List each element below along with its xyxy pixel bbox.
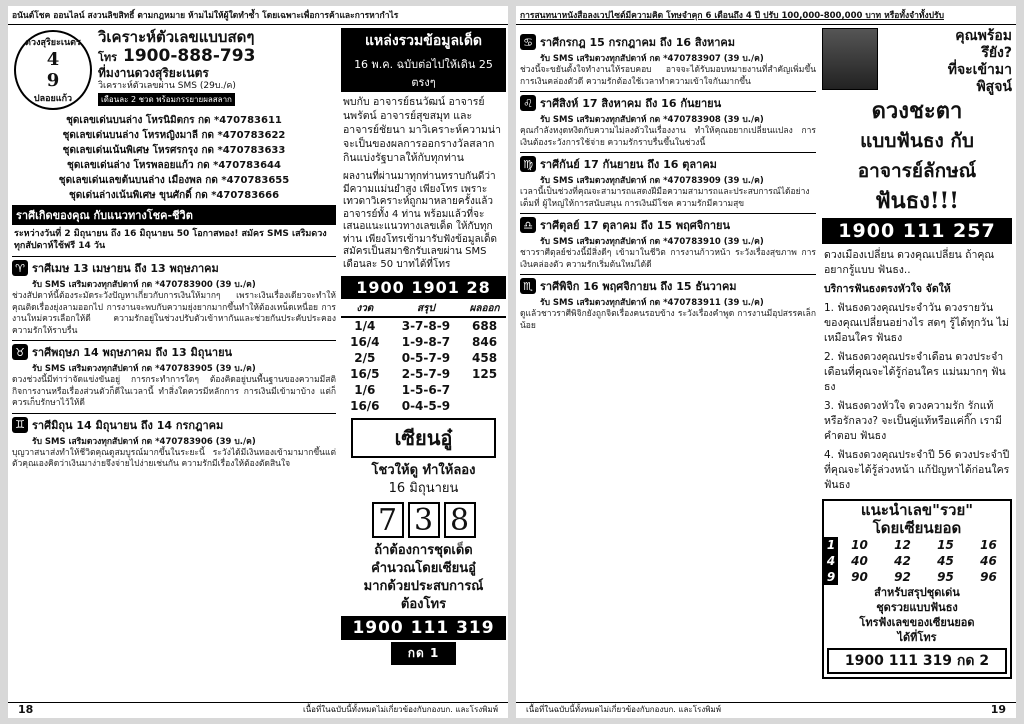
cell: 1-9-8-7 [401, 335, 451, 349]
left-main-column [12, 28, 336, 698]
aries-icon: ♈ [12, 260, 28, 276]
wealth-head: แนะนำเลข"รวย" [860, 501, 974, 519]
zodiac-scorpio [520, 274, 816, 332]
zodiac-title: ราศีสิงห์ 17 สิงหาคม ถึง 16 กันยายน [540, 97, 722, 110]
set-item: ชุดเด่นล่างเน้นพิเศษ ขุนศักดิ์ กด *470783666 [68, 190, 280, 201]
press-label: กด 1 [391, 642, 456, 665]
zodiac-title: ราศีมิถุน 14 มิถุนายน ถึง 14 กรกฎาคม [32, 418, 224, 432]
table-row [341, 317, 506, 334]
service-item: 4. ฟันธงดวงคุณประจำปี 56 ดวงประจำปีที่คุณจะได้รู้ล่วงหน้า แก้ปัญหาได้ก่อนใคร ฟันธง [824, 449, 1010, 491]
left-footer [8, 702, 508, 716]
wealth-line: ชุดรวยแบบฟันธง [876, 601, 958, 614]
ad-line2: ที่มงานดวงสุริยะเนตร [98, 66, 209, 80]
table-row [341, 334, 506, 350]
zodiac-sms: รับ SMS เสริมดวงทุกสัปดาห์ กด *470783906 (39 บ./ค) [32, 436, 256, 447]
right-footer [516, 702, 1016, 716]
cell: 42 [894, 554, 911, 568]
astrologer-photo [822, 28, 878, 90]
footer-text: เนื้อที่ในฉบับนี้ทั้งหมดไม่เกี่ยวข้องกับกองบก. และโรงพิมพ์ [302, 705, 498, 714]
service-item: 3. ฟันธงดวงหัวใจ ดวงความรัก รักแท้หรือรักลวง? จะเป็นคู่แท้หรือแค่กิ๊ก เรามีคำตอบ ฟันธง [824, 400, 1002, 442]
cta-line: คำนวณโดยเซียนอู๋ [371, 561, 476, 576]
ad-phone-line [98, 47, 336, 67]
cell: 10 [851, 538, 868, 552]
table-row [824, 537, 1010, 553]
col-header: งวด [341, 301, 389, 317]
zodiac-sms: รับ SMS เสริมดวงทุกสัปดาห์ กด *470783900 (39 บ./ค) [32, 280, 256, 290]
ad-phone: 1900-888-793 [123, 46, 256, 66]
zodiac-virgo [520, 152, 816, 210]
zodiac-sms: รับ SMS เสริมดวงทุกสัปดาห์ กด *470783910 (39 บ./ค) [540, 237, 764, 247]
zodiac-body: ช่วงนี้จะขยันตั้งใจทำงานให้รอบคอบ อาจจะได้รับมอบหมายงานที่สำคัญเพิ่มขึ้น การเงินคล่องตัวดี ความรักต้องใช้เวลาทำความเข้าใจกันมากขึ้น [520, 65, 816, 87]
col-header: ผลออก [463, 301, 506, 317]
service-item: 2. ฟันธงดวงคุณประจำเดือน ดวงประจำเดือนที่คุณจะได้รู้ก่อนใคร แม่นมากๆ ฟันธง [824, 351, 1006, 393]
set-item: ชุดเลขเด่นเน้นพิเศษ โหรศรกรุง กด *470783633 [62, 145, 286, 156]
libra-icon: ♎ [520, 217, 536, 233]
digit: 3 [408, 502, 440, 538]
cell: 4 [824, 553, 838, 569]
right-header [516, 6, 1016, 25]
logo-seal [14, 30, 92, 110]
question-line: พิสูจน์ [976, 79, 1012, 95]
cell: 0-5-7-9 [401, 351, 451, 365]
cell: 125 [472, 367, 498, 381]
cell: 16/4 [350, 335, 380, 349]
side-text2: ผลงานที่ผ่านมาทุกท่านทราบกันดีว่า มีความแม่นยำสูง เพียงโทร เพราะเทวดาวิเคราะห์ถูกมาหลายครั้งแล้ว อาจารย์ทั้ง 4 ท่าน พร้อมแล้วที่จะเสนอแนะแนวทางเลขเด็ด ให้กับทุกท่าน เพียงโทรเข้ามารับฟังข้อมูลเด็ด สมัครเป็นสมาชิกรับเลขผ่าน SMS เดือนละ 50 บาทได้ที่โทร [343, 171, 498, 270]
zodiac-title: ราศีพิจิก 16 พฤศจิกายน ถึง 15 ธันวาคม [540, 280, 737, 293]
zodiac-body: เวลานี้เป็นช่วงที่คุณจะสามารถแสดงฝีมือความสามารถและประสบการณ์ได้อย่างเต็มที่ ผู้ใหญ่ให้การสนับสนุน การเงินมีโชค ความรักมีความสุข [520, 187, 810, 209]
cell: 95 [937, 570, 954, 584]
ad-badge: เดือนละ 2 ชวด พร้อมกรรยายผลสลาก [98, 93, 235, 106]
zodiac-sms: รับ SMS เสริมดวงทุกสัปดาห์ กด *470783905 (39 บ./ค) [32, 364, 256, 374]
side-phone: 1900 1901 28 [341, 276, 506, 299]
zodiac-leo [520, 91, 816, 149]
cell: 90 [851, 570, 868, 584]
table-row [341, 350, 506, 366]
page-number: 18 [18, 703, 34, 716]
sian-box: เซียนอู๋ [351, 418, 496, 458]
cell: 458 [472, 351, 498, 365]
ad-headline: ดวงชะตา [871, 98, 963, 124]
logo-bottom-text: ปลอยแก้ว [33, 94, 73, 104]
set-item: ชุดเลขเด่นล่าง โหรพลอยแก้ว กด *470783644 [67, 160, 281, 171]
lottery-table [341, 301, 506, 414]
cell: 16/6 [350, 399, 380, 413]
cta-line: ถ้าต้องการชุดเด็ด [374, 543, 473, 558]
ad-lead2: บริการฟันธงตรงหัวใจ จัดให้ [824, 283, 951, 295]
ad-title: วิเคราะห์ตัวเลขแบบสดๆ [98, 28, 255, 46]
zodiac-title: ราศีตุลย์ 17 ตุลาคม ถึง 15 พฤศจิกายน [540, 219, 731, 232]
col-header: สรุป [389, 301, 464, 317]
cell: 2-5-7-9 [401, 367, 451, 381]
wealth-numbers [824, 537, 1010, 585]
cell: 15 [937, 538, 954, 552]
cell [463, 382, 506, 398]
cell: 12 [894, 538, 911, 552]
tagline: โชวให้ดู ทำให้ลอง [371, 463, 476, 478]
cell: 46 [980, 554, 997, 568]
zodiac-body: ช่วงสัปดาห์นี้ต้องระมัดระวังปัญหาเกี่ยวกับการเงินให้มากๆ เพราะเงินเรื่องเดียวจะทำให้คุณติดเรื่องยุ่งลามออกไป การงานจะพบกับความยุ่งยากมากขึ้นทำให้ต้องเหน็ดเหนื่อย การงานใหม่ควรเลือกให้ดี ความรักอยู่ในช่วงปรับตัวเข้าหากันและช่วยกันประคับประคองความรักให้ราบรื่น [12, 291, 336, 336]
cell: 1/6 [354, 383, 376, 397]
cell: 16 [980, 538, 997, 552]
header-text: การสนทนาหนังสือลงเวปไซต์มีความคิด โทษจำคุก 6 เดือนถึง 4 ปี ปรับ 100,000-800,000 บาท หรือทั้งจำทั้งปรับ [520, 11, 944, 21]
cell [463, 398, 506, 414]
table-row [341, 398, 506, 414]
cell: 2/5 [354, 351, 376, 365]
digit: 8 [444, 502, 476, 538]
zodiac-title: ราศีพฤษภ 14 พฤษภาคม ถึง 13 มิถุนายน [32, 346, 233, 359]
right-side-ad [822, 28, 1012, 698]
page-number: 19 [990, 703, 1006, 716]
taurus-icon: ♉ [12, 344, 28, 360]
predicted-digits [341, 502, 506, 538]
logo-top-text: ดวงสุริยะเนตร [25, 38, 81, 48]
cancer-icon: ♋ [520, 34, 536, 50]
ad-headline: แบบฟันธง กับ [860, 130, 974, 152]
phone-prefix: โทร [98, 51, 118, 64]
scorpio-icon: ♏ [520, 278, 536, 294]
zodiac-title: ราศีกรกฎ 15 กรกฎาคม ถึง 16 สิงหาคม [540, 36, 735, 49]
cell: 1 [824, 537, 838, 553]
zodiac-taurus [12, 340, 336, 410]
side-sub: 16 พ.ค. ฉบับต่อไปให้เดิน 25 ตรงๆ [341, 54, 506, 92]
wealth-head2: โดยเซียนยอด [872, 519, 962, 537]
wealth-line: ได้ที่โทร [897, 631, 937, 644]
zodiac-aries [12, 256, 336, 337]
cell: 45 [937, 554, 954, 568]
zodiac-cancer [520, 31, 816, 88]
side-phone2: 1900 111 319 [341, 616, 506, 640]
zodiac-body: คุณกำลังหงุดหงิดกับความไม่ลงตัวในเรื่องงาน ทำให้คุณอยากเปลี่ยนแปลง การเงินต้องระวังการใช้จ่าย ความรักราบรื่นขึ้นในช่วงนี้ [520, 126, 816, 148]
zodiac-body: บุญวาสนาส่งทำให้ชีวิตคุณดูสมบูรณ์มากขึ้นในระยะนี้ ระวังได้มีเงินทองเข้ามามากขึ้นแต่ตัวคุณเองคิดว่าเงินมาง่ายจึงจ่ายไปง่ายเช่นกัน ความรักมีเรื่องให้ต้องตัดสินใจ [12, 447, 336, 469]
logo-number-9: 9 [46, 70, 60, 91]
cell: 16/5 [350, 367, 380, 381]
leo-icon: ♌ [520, 95, 536, 111]
zodiac-libra [520, 213, 816, 271]
set-item: ชุดเลขเด่นเลขต้นบนล่าง เมืองพล กด *470783655 [58, 175, 290, 186]
set-item: ชุดเลขเด่นบนล่าง โหรนิมิตกร กด *470783611 [66, 115, 282, 126]
zodiac-body: ดวงช่วงนี้มีท่าว่าจัดแข่งขันอยู่ การกระทำการใดๆ ต้องคิดอยู่บนพื้นฐานของความมีสติ กิจการงานหรือเรื่องส่วนตัวก็ดีในเวลานี้ ทำสิ่งใดควรมีหลักการ การเงินมีเข้ามาบ้าง แต่ก็ควรเก็บรักษาไว้ให้ดี [12, 375, 336, 408]
left-side-ad [341, 28, 506, 698]
cta-line: ต้องโทร [400, 597, 447, 612]
side-text: พบกับ อาจารย์ธนวัฒน์ อาจารย์นพรัตน์ อาจารย์สุขสมุท และ อาจารย์ชัยนา มาวิเคราะห์ความน่าจะเป็นของผลการออกรางวัลสลากกินแบ่งรัฐบาลให้กับทุกท่าน [343, 96, 501, 164]
cell: 96 [980, 570, 997, 584]
table-row [341, 366, 506, 382]
question-line: ที่จะเข้ามา [947, 62, 1012, 78]
zodiac-sms: รับ SMS เสริมดวงทุกสัปดาห์ กด *470783908 (39 บ./ค) [540, 115, 764, 125]
set-item: ชุดเลขเด่นบนล่าง โหรหญิงมาลี กด *470783622 [62, 130, 286, 141]
table-row [341, 382, 506, 398]
table-row [824, 569, 1010, 585]
question-line: คุณพร้อม [955, 28, 1012, 44]
table-row [824, 553, 1010, 569]
virgo-icon: ♍ [520, 156, 536, 172]
section-intro: ระหว่างวันที่ 2 มิถุนายน ถึง 16 มิถุนายน 50 โอกาสทอง! สมัคร SMS เสริมดวงทุกสัปดาห์ใช้ฟรี 14 วัน [14, 229, 327, 251]
right-phone: 1900 111 257 [822, 218, 1012, 244]
cell: 688 [472, 319, 498, 333]
predict-date: 16 มิถุนายน [388, 481, 459, 496]
cell: 1/4 [354, 319, 376, 333]
cell: 40 [851, 554, 868, 568]
cell: 3-7-8-9 [401, 319, 451, 333]
number-sets [12, 113, 336, 203]
wealth-line: โทรฟังเลขของเซียนยอด [859, 616, 975, 629]
zodiac-sms: รับ SMS เสริมดวงทุกสัปดาห์ กด *470783911 (39 บ./ค) [540, 298, 764, 308]
zodiac-sms: รับ SMS เสริมดวงทุกสัปดาห์ กด *470783907 (39 บ./ค) [540, 54, 764, 64]
right-main-column [520, 28, 816, 698]
cell: 1-5-6-7 [401, 383, 451, 397]
wealth-line: สำหรับสรุปชุดเด่น [874, 586, 960, 599]
cell: 92 [894, 570, 911, 584]
cell: 846 [472, 335, 498, 349]
zodiac-body: ดูแล้วชาวราศีพิจิกยังถูกจิตเรื่องคนรอบข้าง ระวังเรื่องคำพูด การงานมีอุปสรรคเล็กน้อย [520, 309, 816, 331]
cell: 0-4-5-9 [401, 399, 451, 413]
footer-text: เนื้อที่ในฉบับนี้ทั้งหมดไม่เกี่ยวข้องกับกองบก. และโรงพิมพ์ [526, 705, 722, 714]
ad-line3: วิเคราะห์ตัวเลขผ่าน SMS (29บ./ค) [98, 81, 236, 91]
left-page [8, 6, 508, 718]
left-header: อนันต์โชค ออนไลน์ สงวนลิขสิทธิ์ ตามกฎหมาย ห้ามไม่ให้ผู้ใดทำซ้ำ โดยเฉพาะเพื่อการค้าและการหากำไร [8, 6, 508, 25]
side-head: แหล่งรวมข้อมูลเด็ด [341, 28, 506, 54]
cell: 9 [824, 569, 838, 585]
service-item: 1. ฟันธงดวงคุณประจำวัน ดวงรายวันของคุณเปลี่ยนอย่างไร สดๆ รู้ได้ทุกวัน ไม่เหมือนใคร ฟันธง [824, 302, 1009, 344]
zodiac-gemini [12, 413, 336, 471]
ad-lead: ดวงเมืองเปลี่ยน ดวงคุณเปลี่ยน ถ้าคุณอยากรู้แบบ ฟันธง.. [824, 249, 995, 276]
question-line: รึยัง? [981, 45, 1012, 61]
section-bar: ราศีเกิดของคุณ กับแนวทางโชค-ชีวิต [12, 205, 336, 225]
digit: 7 [372, 502, 404, 538]
right-page [516, 6, 1016, 718]
cta-line: มากด้วยประสบการณ์ [363, 579, 484, 594]
zodiac-title: ราศีเมษ 13 เมษายน ถึง 13 พฤษภาคม [32, 262, 219, 275]
ad-headline: อาจารย์ลักษณ์ [857, 160, 977, 182]
ad-headline: ฟันธง!!! [875, 188, 959, 214]
wealth-box [822, 499, 1012, 679]
zodiac-body: ชาวราศีตุลย์ช่วงนี้มีสิ่งดีๆ เข้ามาในชีวิต การงานก้าวหน้า ระวังเรื่องสุขภาพ การเงินคล่องตัว ความรักเริ่มต้นใหม่ได้ดี [520, 248, 816, 270]
zodiac-title: ราศีกันย์ 17 กันยายน ถึง 16 ตุลาคม [540, 158, 717, 171]
gemini-icon: ♊ [12, 417, 28, 433]
zodiac-sms: รับ SMS เสริมดวงทุกสัปดาห์ กด *470783909 (39 บ./ค) [540, 176, 764, 186]
logo-number-4: 4 [46, 49, 60, 70]
wealth-phone: 1900 111 319 กด 2 [827, 648, 1007, 674]
